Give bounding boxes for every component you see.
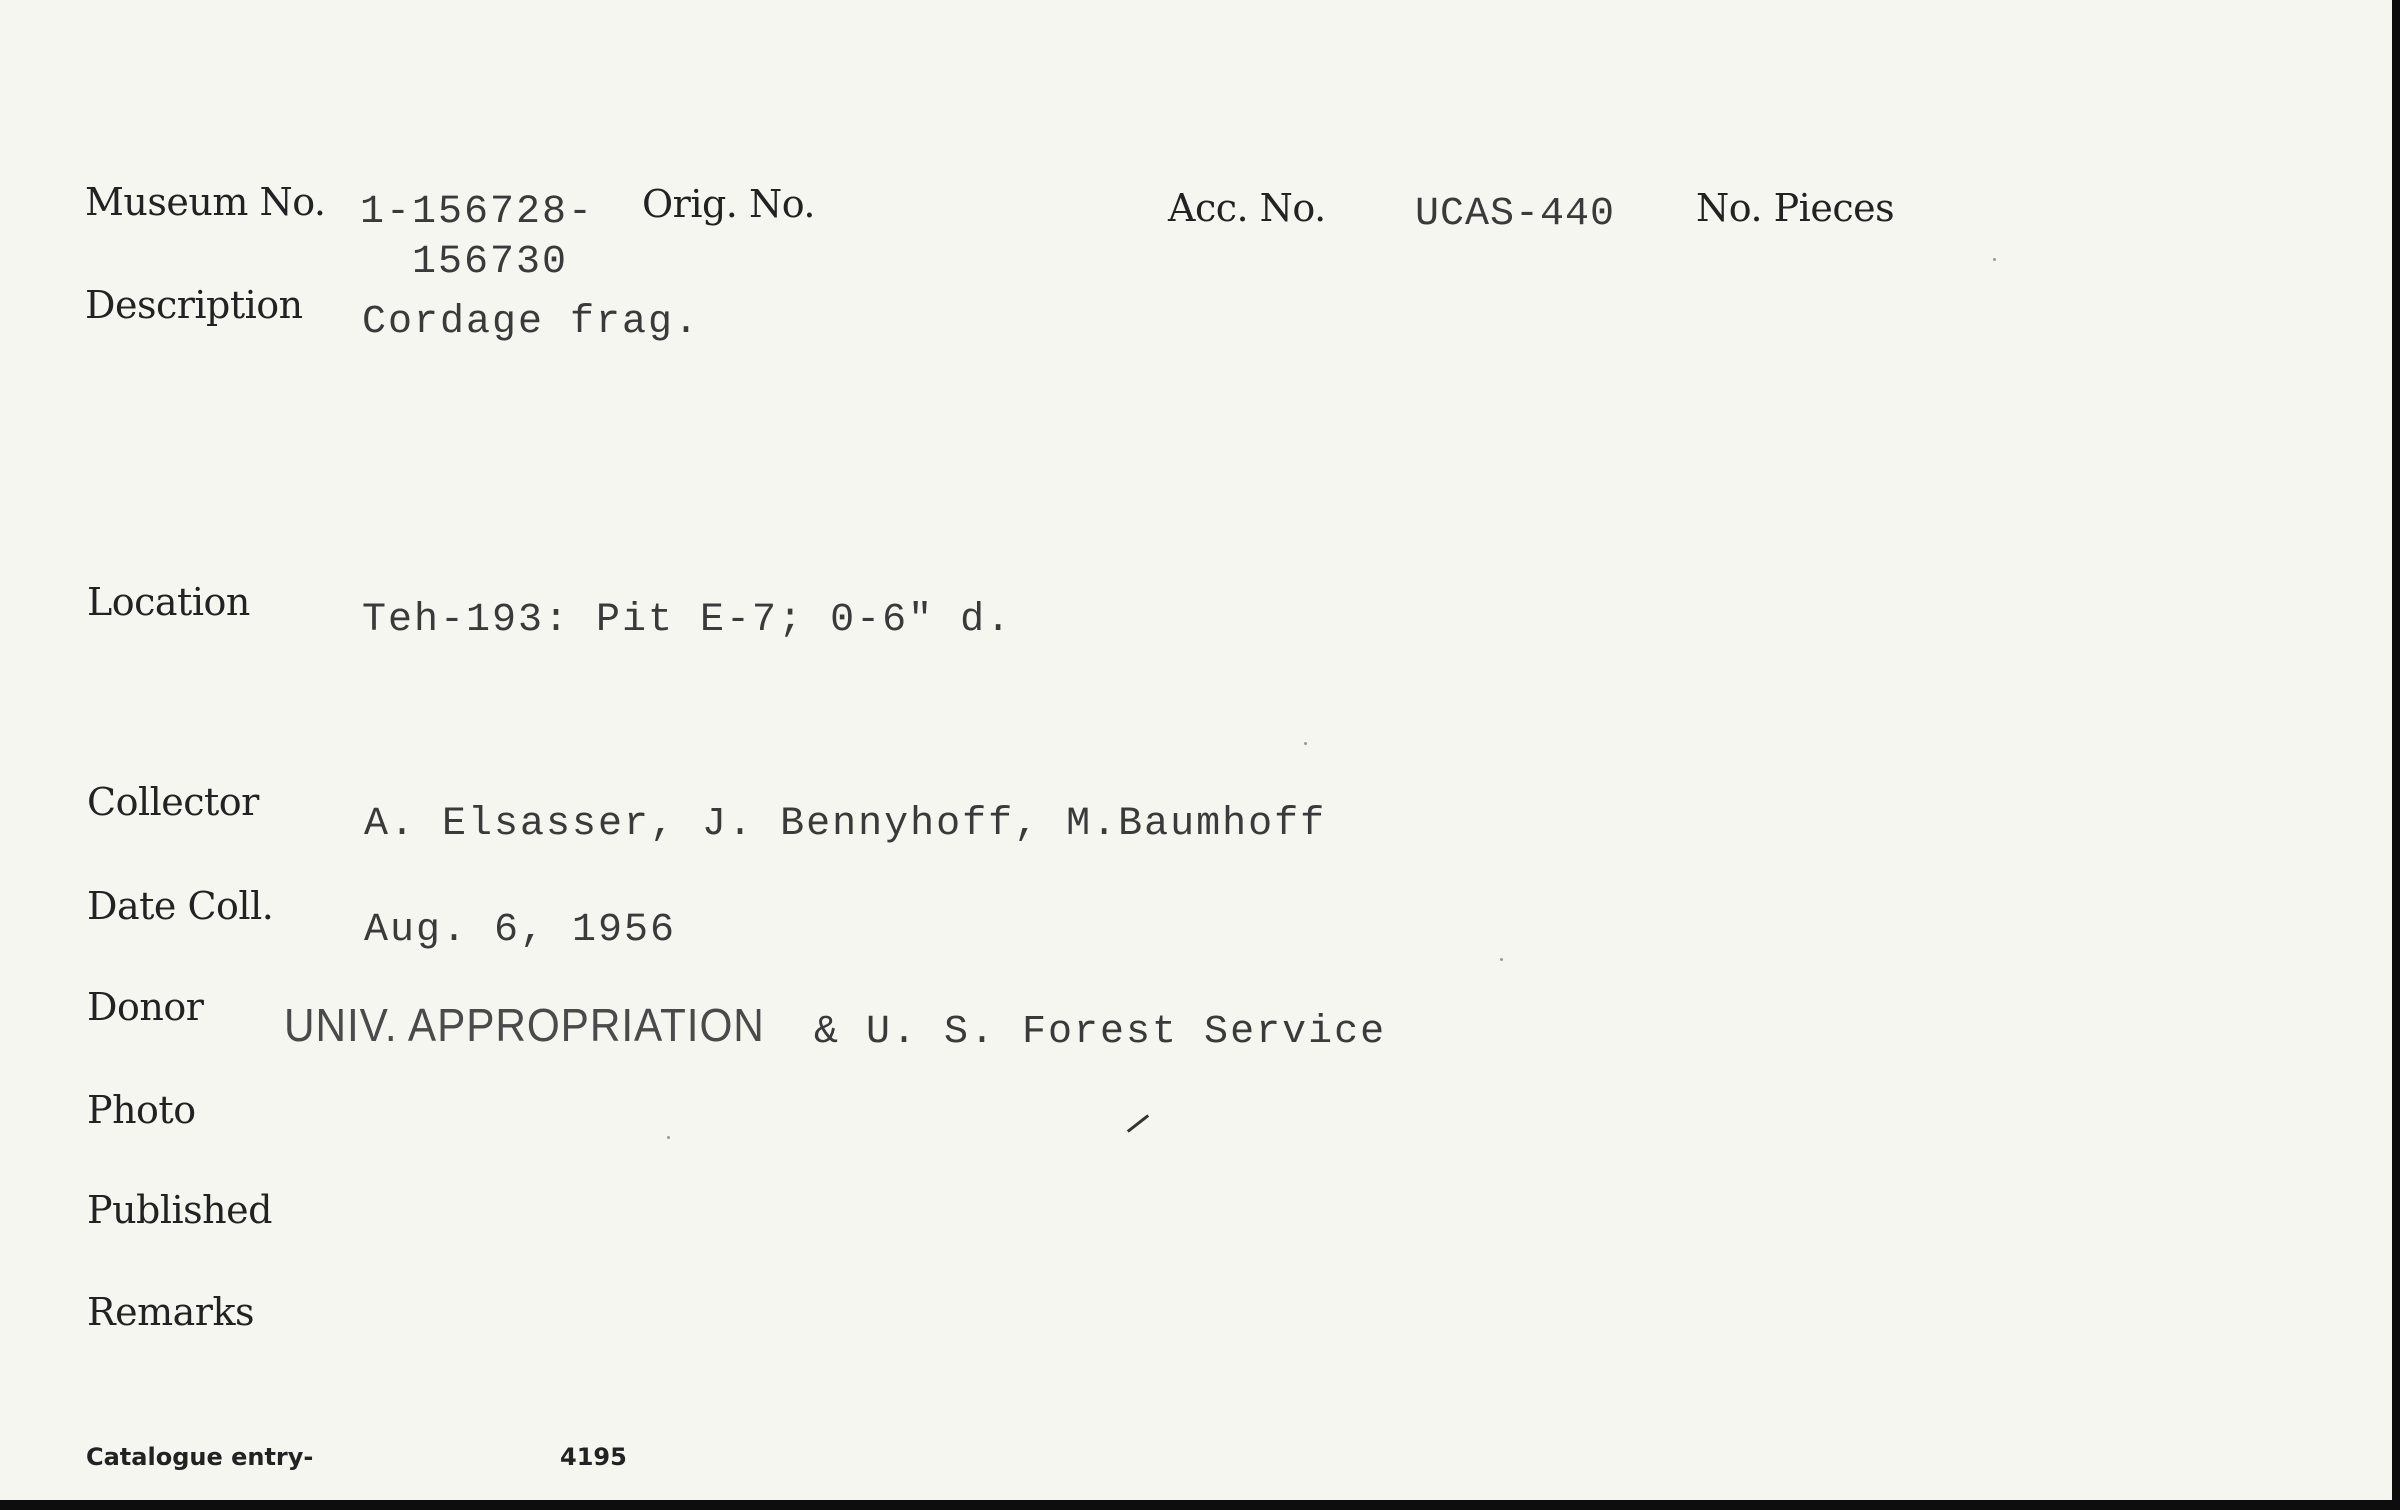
location-value: Teh-193: Pit E-7; 0-6" d. [362,598,1013,643]
orig-no-label: Orig. No. [642,182,815,226]
description-value: Cordage frag. [362,300,701,345]
donor-label: Donor [87,985,204,1029]
collector-label: Collector [87,780,259,824]
catalogue-entry-value: 4195 [560,1443,627,1471]
remarks-label: Remarks [87,1290,254,1334]
acc-no-label: Acc. No. [1168,186,1326,230]
speck [1500,958,1503,961]
photo-label: Photo [87,1088,196,1132]
check-mark-icon [1127,1114,1149,1132]
acc-no-value: UCAS-440 [1415,192,1616,237]
donor-stamp: UNIV. APPROPRIATION [284,999,765,1051]
location-label: Location [87,580,250,624]
date-coll-value: Aug. 6, 1956 [364,908,677,953]
collector-value: A. Elsasser, J. Bennyhoff, M.Baumhoff [364,802,1327,847]
speck [1304,742,1307,745]
museum-no-value: 1-156728- [360,190,595,235]
speck [667,1136,670,1139]
speck [1993,258,1996,261]
published-label: Published [87,1188,272,1232]
museum-no-label: Museum No. [85,180,326,224]
no-pieces-label: No. Pieces [1696,186,1895,230]
donor-value: & U. S. Forest Service [814,1010,1387,1055]
date-coll-label: Date Coll. [87,884,274,928]
catalogue-entry-label: Catalogue entry- [86,1443,314,1471]
description-label: Description [85,283,303,327]
museum-no-value-line2: 156730 [412,240,569,285]
